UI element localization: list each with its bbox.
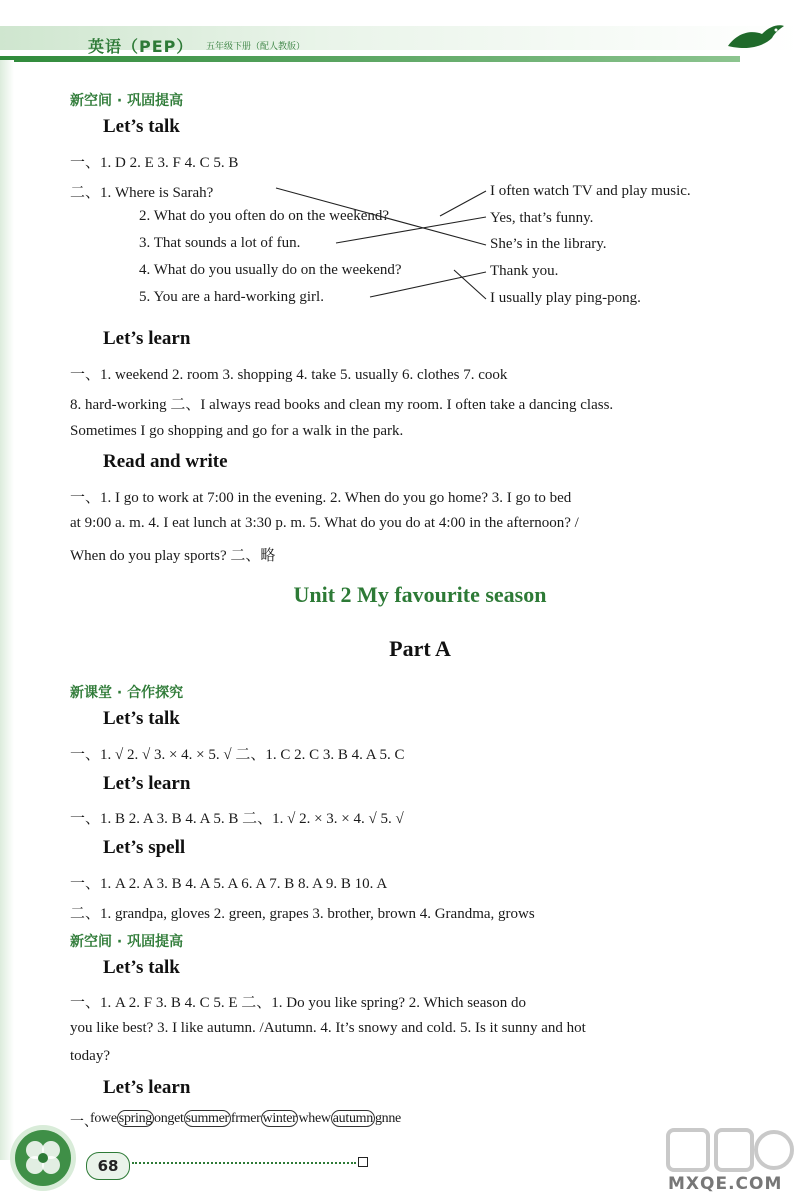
word-search-fragment: fowe: [90, 1111, 117, 1126]
circled-word: autumn: [332, 1111, 373, 1126]
answer-line: 一、1. √ 2. √ 3. × 4. × 5. √ 二、1. C 2. C 3. B 4. A 5. C: [70, 747, 405, 763]
watermark-text: MXQE.COM: [668, 1174, 783, 1194]
word-search-fragment: onget: [154, 1111, 184, 1126]
match-line: [276, 188, 486, 245]
answer-line: 一、1. I go to work at 7:00 in the evening. 2. When do you go home? 3. I go to bed: [70, 490, 572, 506]
match-right-item: Thank you.: [490, 263, 559, 279]
footer-square: [358, 1157, 368, 1167]
match-right-item: I often watch TV and play music.: [490, 183, 691, 199]
answer-line: When do you play sports? 二、略: [70, 548, 276, 564]
word-search-fragment: whew: [298, 1111, 331, 1126]
clover-logo-icon: [8, 1122, 78, 1194]
match-line: [370, 272, 486, 297]
header-grade: 五年级下册（配人教版）: [206, 42, 306, 52]
heading-lets-talk: Let’s talk: [103, 957, 180, 978]
heading-lets-talk: Let’s talk: [103, 708, 180, 729]
answer-line: today?: [70, 1048, 110, 1064]
section-title: 新空间 · 巩固提高: [70, 93, 184, 109]
word-search-row: [90, 1111, 401, 1127]
part-title: Part A: [389, 636, 451, 661]
match-right-item: She’s in the library.: [490, 236, 607, 252]
word-search-fragment: gnne: [374, 1111, 401, 1126]
circled-word: summer: [185, 1111, 229, 1126]
section-title: 新空间 · 巩固提高: [70, 934, 184, 950]
answer-line: 一、1. weekend 2. room 3. shopping 4. take 5. usually 6. clothes 7. cook: [70, 367, 508, 383]
answer-line: 8. hard-working 二、I always read books and clean my room. I often take a dancing class.: [70, 397, 614, 413]
heading-lets-learn: Let’s learn: [103, 328, 191, 349]
heading-lets-talk: Let’s talk: [103, 116, 180, 137]
page-number: 68: [86, 1152, 130, 1180]
match-line: [454, 270, 486, 299]
answer-line: at 9:00 a. m. 4. I eat lunch at 3:30 p. m. 5. What do you do at 4:00 in the afternoon? /: [70, 515, 579, 531]
heading-lets-spell: Let’s spell: [103, 837, 186, 858]
answer-line: 二、1. grandpa, gloves 2. green, grapes 3. brother, brown 4. Grandma, grows: [70, 906, 535, 922]
circled-word: spring: [118, 1111, 152, 1126]
section-title: 新课堂 · 合作探究: [70, 685, 184, 701]
footer-dotted-rule: [132, 1162, 356, 1164]
word-search-fragment: frmer: [230, 1111, 261, 1126]
match-left-item: 4. What do you usually do on the weekend?: [139, 262, 402, 278]
answer-line: 一、1. B 2. A 3. B 4. A 5. B 二、1. √ 2. × 3. × 4. √ 5. √: [70, 811, 404, 827]
answer-line: Sometimes I go shopping and go for a walk in the park.: [70, 423, 404, 439]
header-subject: 英语（PEP）: [88, 37, 194, 56]
answer-line: 一、1. A 2. F 3. B 4. C 5. E 二、1. Do you like spring? 2. Which season do: [70, 995, 526, 1011]
answer-line: you like best? 3. I like autumn. /Autumn. 4. It’s snowy and cold. 5. Is it sunny and hot: [70, 1020, 586, 1036]
heading-lets-learn: Let’s learn: [103, 773, 191, 794]
match-line: [440, 191, 486, 216]
match-left-item: 2. What do you often do on the weekend?: [139, 208, 390, 224]
answer-line: 一、1. D 2. E 3. F 4. C 5. B: [70, 155, 239, 171]
answer-prefix: 一、: [70, 1115, 98, 1130]
match-left-item: 3. That sounds a lot of fun.: [139, 235, 301, 251]
match-left-item: 5. You are a hard-working girl.: [139, 289, 324, 305]
answer-line: 一、1. A 2. A 3. B 4. A 5. A 6. A 7. B 8. A 9. B 10. A: [70, 876, 388, 892]
match-left-item: 二、1. Where is Sarah?: [70, 185, 214, 201]
match-right-item: I usually play ping-pong.: [490, 290, 641, 306]
unit-title: Unit 2 My favourite season: [293, 582, 547, 607]
heading-lets-learn: Let’s learn: [103, 1077, 191, 1098]
match-right-item: Yes, that’s funny.: [490, 210, 594, 226]
circled-word: winter: [262, 1111, 297, 1126]
heading-read-and-write: Read and write: [103, 451, 228, 472]
matching-lines: [0, 0, 800, 330]
